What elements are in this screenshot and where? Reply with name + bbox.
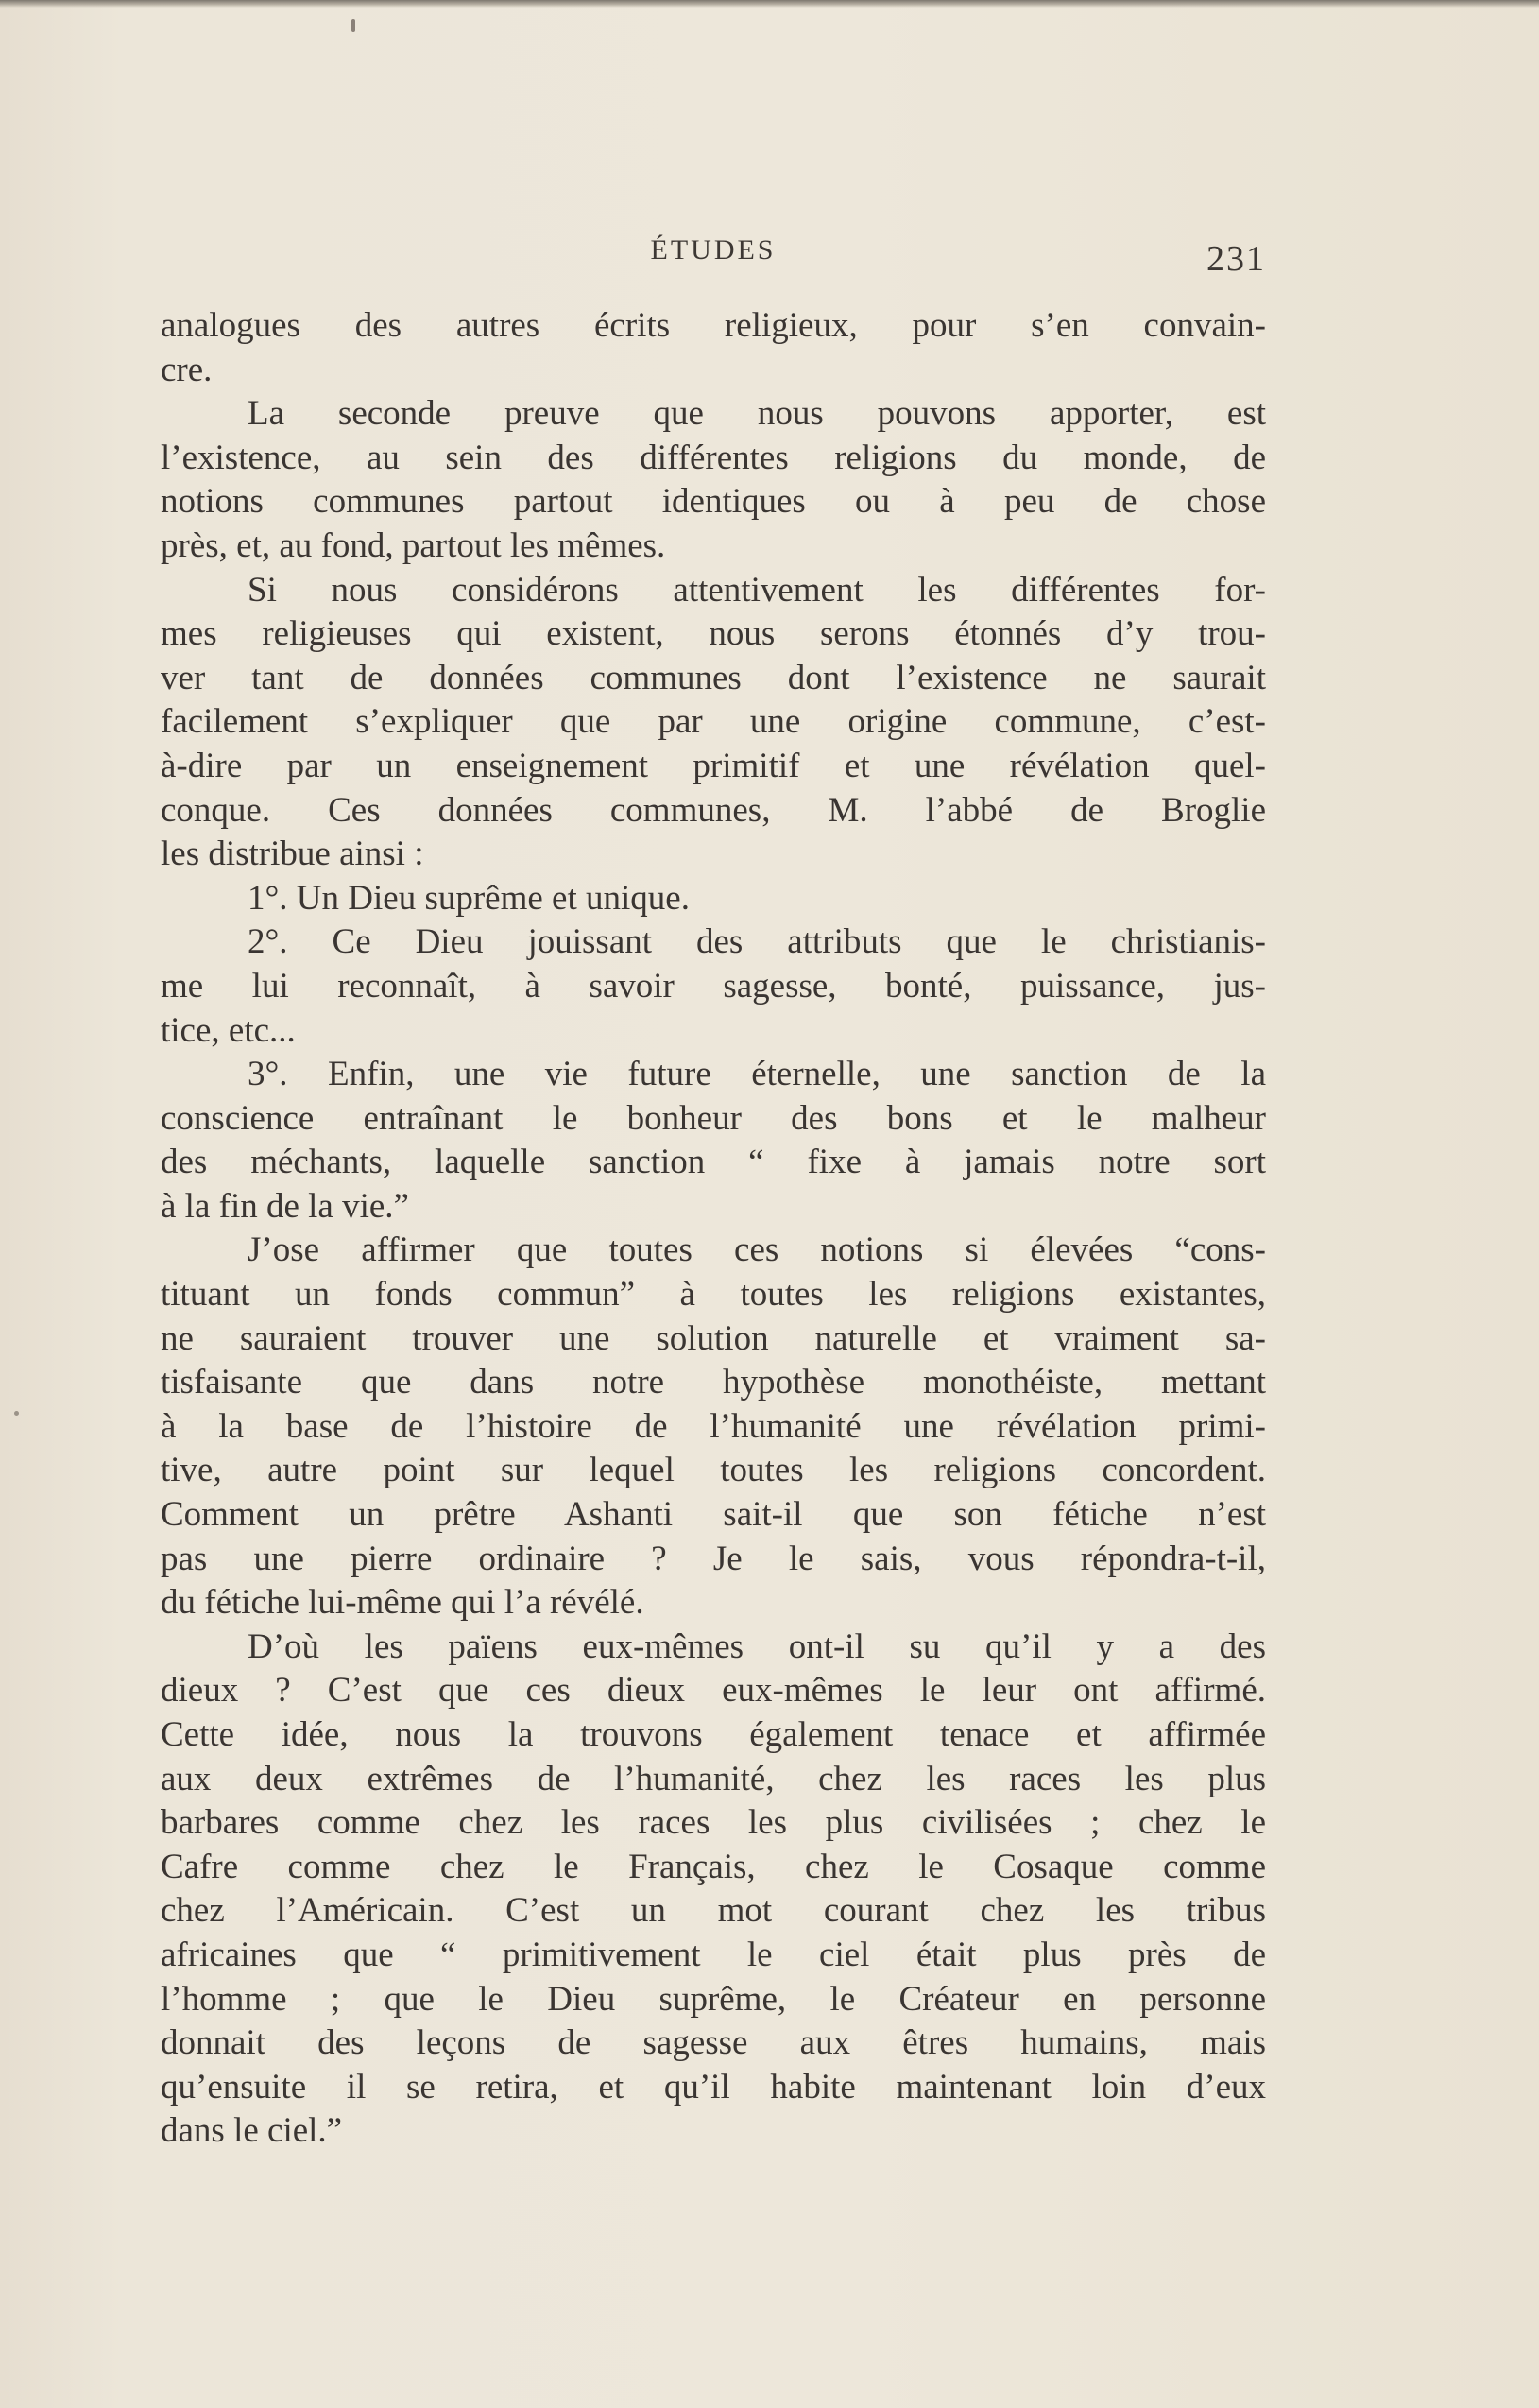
text-line: Comment un prêtre Ashanti sait-il que son fétiche n’est [161, 1495, 1266, 1535]
running-head: ÉTUDES [650, 234, 777, 266]
text-line: aux deux extrêmes de l’humanité, chez les races les plus [161, 1759, 1266, 1798]
text-line: J’ose affirmer que toutes ces notions si élevées “cons- [248, 1230, 1266, 1270]
text-line: 3°. Enfin, une vie future éternelle, une sanction de la [248, 1055, 1266, 1094]
text-line: à la fin de la vie.” [161, 1186, 409, 1226]
text-line: Si nous considérons attentivement les différentes for- [248, 570, 1266, 610]
text-line: 1°. Un Dieu suprême et unique. [248, 878, 690, 918]
text-line: analogues des autres écrits religieux, pour s’en convain- [161, 306, 1266, 345]
text-line: cre. [161, 350, 213, 389]
text-line: tive, autre point sur lequel toutes les religions concordent. [161, 1451, 1266, 1490]
text-line: les distribue ainsi : [161, 834, 424, 874]
page-top-edge [0, 0, 1539, 8]
text-line: barbares comme chez les races les plus civilisées ; chez le [161, 1803, 1266, 1843]
text-line: conscience entraînant le bonheur des bons et le malheur [161, 1098, 1266, 1138]
text-line: tice, etc... [161, 1010, 296, 1050]
text-line: Cette idée, nous la trouvons également tenace et affirmée [161, 1715, 1266, 1754]
text-line: tituant un fonds commun” à toutes les religions existantes, [161, 1275, 1266, 1315]
text-line: conque. Ces données communes, M. l’abbé de Broglie [161, 790, 1266, 830]
text-line: près, et, au fond, partout les mêmes. [161, 525, 666, 565]
text-line: La seconde preuve que nous pouvons apporter, est [248, 394, 1266, 434]
text-line: donnait des leçons de sagesse aux êtres humains, mais [161, 2023, 1266, 2063]
text-line: me lui reconnaît, à savoir sagesse, bonté, puissance, jus- [161, 966, 1266, 1006]
text-line: dieux ? C’est que ces dieux eux-mêmes le leur ont affirmé. [161, 1671, 1266, 1711]
text-line: chez l’Américain. C’est un mot courant chez les tribus [161, 1891, 1266, 1931]
text-line: D’où les païens eux-mêmes ont-il su qu’il y a des [248, 1626, 1266, 1666]
text-line: l’existence, au sein des différentes religions du monde, de [161, 438, 1266, 477]
ink-mark [351, 19, 355, 32]
text-line: qu’ensuite il se retira, et qu’il habite maintenant loin d’eux [161, 2067, 1266, 2107]
body-text [161, 304, 1266, 2154]
text-line: 2°. Ce Dieu jouissant des attributs que le christianis- [248, 922, 1266, 962]
text-line: tisfaisante que dans notre hypothèse monothéiste, mettant [161, 1363, 1266, 1402]
text-line: Cafre comme chez le Français, chez le Cosaque comme [161, 1847, 1266, 1886]
text-line: l’homme ; que le Dieu suprême, le Créateur en personne [161, 1979, 1266, 2019]
text-line: à la base de l’histoire de l’humanité une révélation primi- [161, 1406, 1266, 1446]
page-number: 231 [1206, 239, 1266, 279]
text-line: ver tant de données communes dont l’existence ne saurait [161, 658, 1266, 697]
text-line: du fétiche lui-même qui l’a révélé. [161, 1583, 644, 1623]
text-line: des méchants, laquelle sanction “ fixe à jamais notre sort [161, 1143, 1266, 1182]
page-header [161, 234, 1266, 282]
text-line: facilement s’expliquer que par une origine commune, c’est- [161, 702, 1266, 742]
text-line: mes religieuses qui existent, nous serons étonnés d’y trou- [161, 614, 1266, 654]
text-line: dans le ciel.” [161, 2111, 343, 2151]
text-line: africaines que “ primitivement le ciel était plus près de [161, 1935, 1266, 1974]
text-line: à-dire par un enseignement primitif et une révélation quel- [161, 746, 1266, 785]
text-line: notions communes partout identiques ou à peu de chose [161, 482, 1266, 522]
text-line: ne sauraient trouver une solution naturelle et vraiment sa- [161, 1318, 1266, 1358]
paper-speck [14, 1411, 19, 1416]
text-line: pas une pierre ordinaire ? Je le sais, vous répondra-t-il, [161, 1539, 1266, 1578]
